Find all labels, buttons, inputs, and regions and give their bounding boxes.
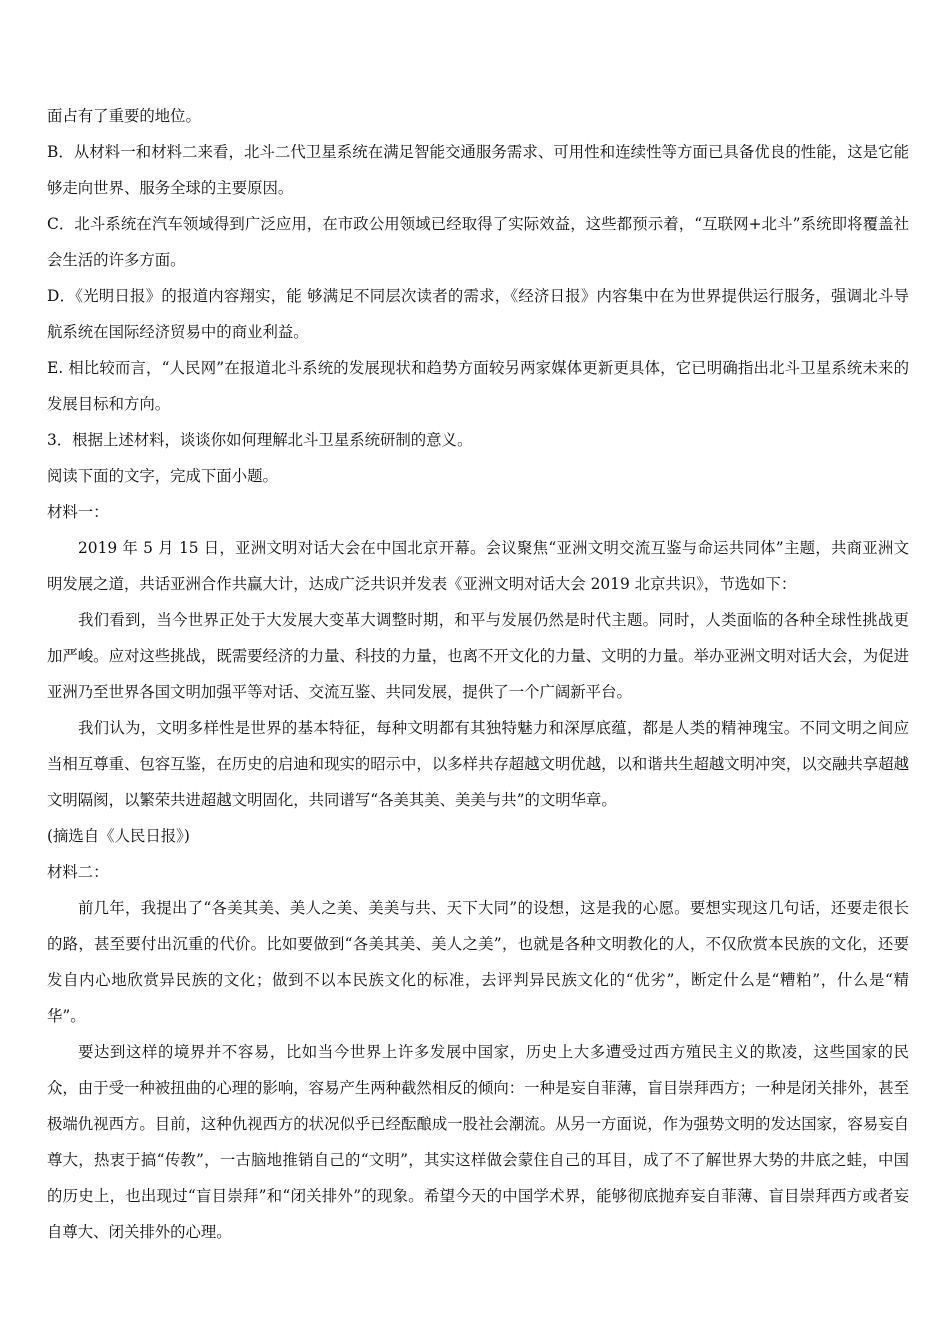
reading-instruction: 阅读下面的文字，完成下面小题。 <box>47 467 278 485</box>
material-two-paragraph-2: 要达到这样的境界并不容易，比如当今世界上许多发展中国家，历史上大多遭受过西方殖民主义的欺凌，这些国家的民众，由于受一种被扭曲的心理的影响，容易产生两种截然相反的倾向：一种是妄自菲薄，盲目崇拜西方；一种是闭关排外，甚至极端仇视西方。目前，这种仇视西方的状况似乎已经酝酿成一股社会潮流。从另一方面说，作为强势文明的发达国家，容易妄自尊大，热衷于搞“传教”，一古脑地推销自己的“文明”，其实这样做会蒙住自己的耳目，成了不了解世界大势的井底之蛙，中国的历史上，也出现过“盲目崇拜”和“闭关排外”的现象。希望今天的中国学术界，能够彻底抛弃妄自菲薄、盲目崇拜西方或者妄自尊大、闭关排外的心理。 <box>47 1043 909 1241</box>
material-two-heading: 材料二： <box>47 863 109 881</box>
material-one-paragraph-2: 我们认为，文明多样性是世界的基本特征，每种文明都有其独特魅力和深厚底蕴，都是人类的精神瑰宝。不同文明之间应当相互尊重、包容互鉴，在历史的启迪和现实的昭示中，以多样共存超越文明优越，以和谐共生超越文明冲突，以交融共享超越文明隔阂，以繁荣共进超越文明固化，共同谱写“各美其美、美美与共”的文明华章。 <box>47 719 909 809</box>
document-page <box>47 98 909 1250</box>
paragraph-option-b: B．从材料一和材料二来看，北斗二代卫星系统在满足智能交通服务需求、可用性和连续性等方面已具备优良的性能，这是它能够走向世界、服务全球的主要原因。 <box>47 143 909 197</box>
material-one-paragraph-1: 我们看到，当今世界正处于大发展大变革大调整时期，和平与发展仍然是时代主题。同时，人类面临的各种全球性挑战更加严峻。应对这些挑战，既需要经济的力量、科技的力量，也离不开文化的力量、文明的力量。举办亚洲文明对话大会，为促进亚洲乃至世界各国文明加强平等对话、交流互鉴、共同发展，提供了一个广阔新平台。 <box>47 611 909 701</box>
material-one-source: (摘选自《人民日报》) <box>47 827 190 845</box>
material-two-paragraph-1: 前几年，我提出了“各美其美、美人之美、美美与共、天下大同”的设想，这是我的心愿。要想实现这几句话，还要走很长的路，甚至要付出沉重的代价。比如要做到“各美其美、美人之美”，也就是各种文明教化的人，不仅欣赏本民族的文化，还要发自内心地欣赏异民族的文化；做到不以本民族文化的标准，去评判异民族文化的“优劣”，断定什么是“糟粕”，什么是“精华”。 <box>47 899 909 1025</box>
material-one-heading: 材料一： <box>47 503 109 521</box>
question-3: 3．根据上述材料，谈谈你如何理解北斗卫星系统研制的意义。 <box>47 431 473 449</box>
paragraph-option-e: E. 相比较而言，“人民网”在报道北斗系统的发展现状和趋势方面较另两家媒体更新更具体，它已明确指出北斗卫星系统未来的发展目标和方向。 <box>47 359 909 413</box>
material-one-intro: 2019 年 5 月 15 日，亚洲文明对话大会在中国北京开幕。会议聚焦“亚洲文明交流互鉴与命运共同体”主题，共商亚洲文明发展之道，共话亚洲合作共赢大计，达成广泛共识并发表《亚洲文明对话大会 2019 北京共识》，节选如下： <box>47 539 909 593</box>
paragraph-option-a-tail: 面占有了重要的地位。 <box>47 107 201 125</box>
paragraph-option-c: C．北斗系统在汽车领域得到广泛应用，在市政公用领域已经取得了实际效益，这些都预示着，“互联网+北斗”系统即将覆盖社会生活的许多方面。 <box>47 215 909 269</box>
paragraph-option-d: D．《光明日报》的报道内容翔实，能 够满足不同层次读者的需求，《经济日报》内容集中在为世界提供运行服务，强调北斗导航系统在国际经济贸易中的商业利益。 <box>47 287 909 341</box>
